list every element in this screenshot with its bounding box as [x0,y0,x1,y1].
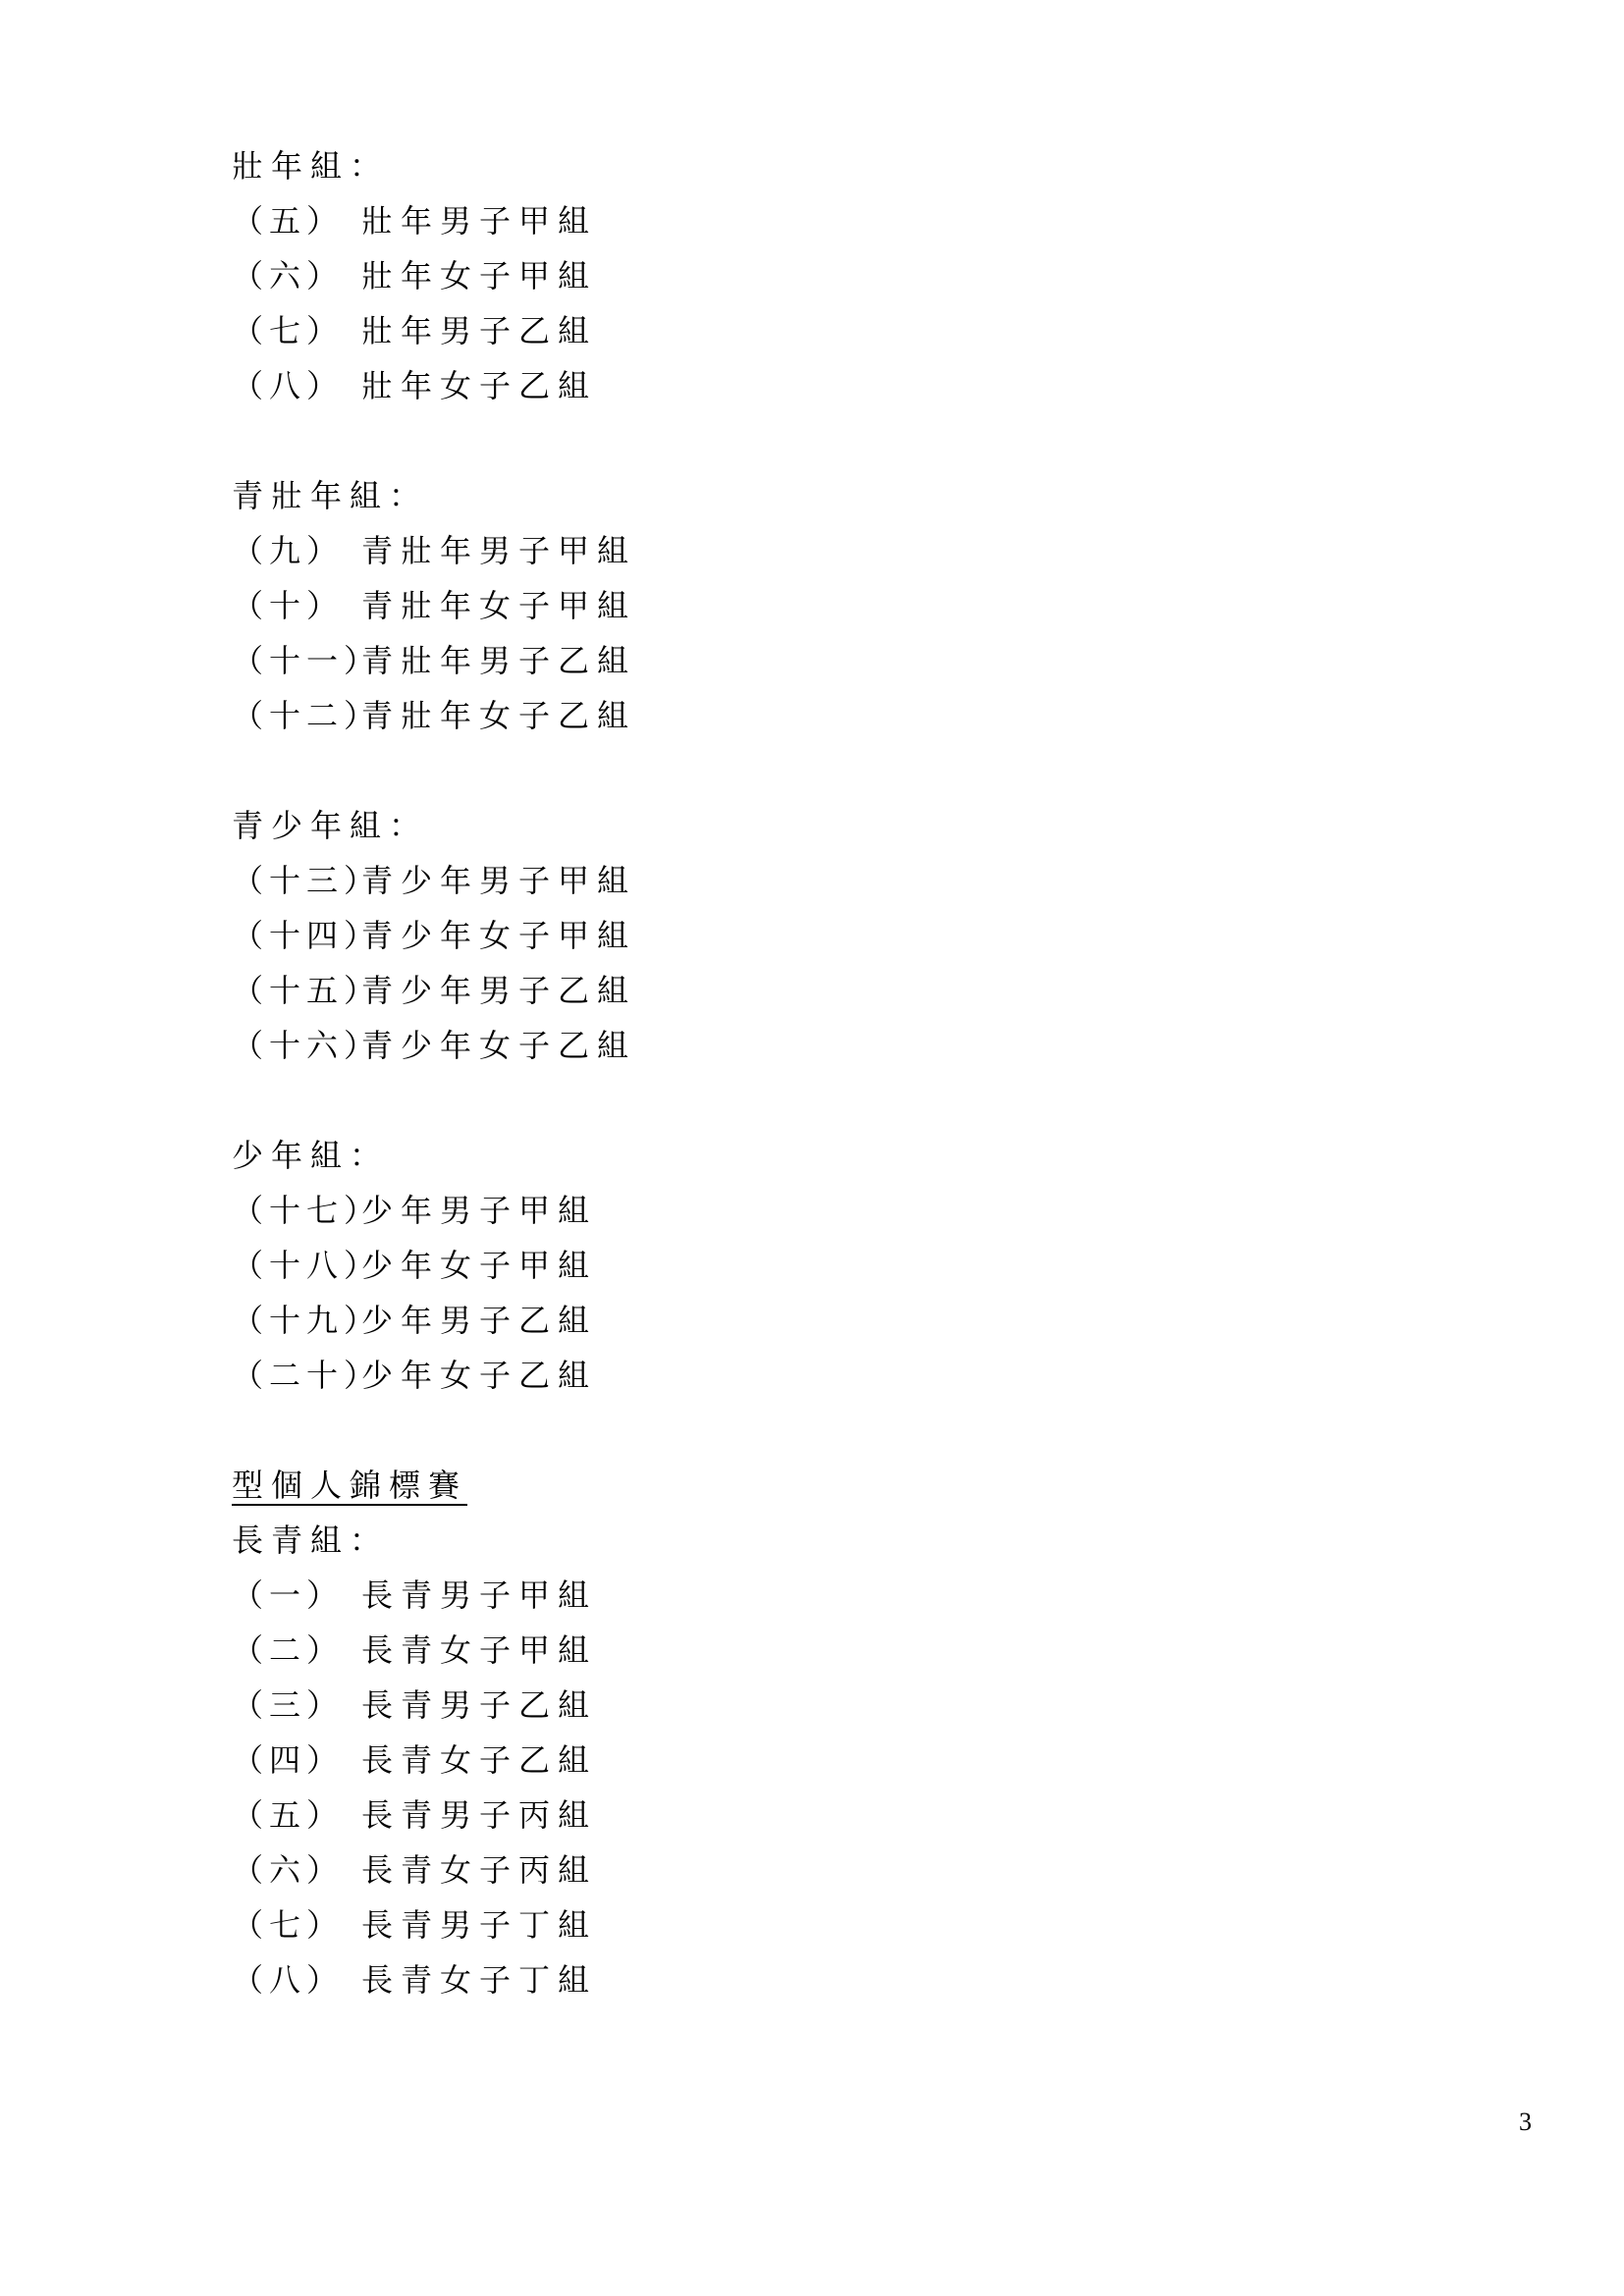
item-label: 少年女子乙組 [361,1357,598,1394]
list-item [232,1018,1410,1073]
list-item [232,1623,1410,1678]
list-item [232,1678,1410,1733]
list-item [232,633,1410,688]
list-item [232,908,1410,963]
list-item [232,578,1410,633]
item-number: （七） [232,312,345,349]
group-heading-senior: 長青組： [232,1522,390,1559]
item-label: 青少年女子甲組 [361,917,637,954]
item-number: （八） [232,367,345,404]
item-label: 青少年男子甲組 [361,862,637,899]
item-number: （七） [232,1906,345,1944]
item-number: （一） [232,1576,345,1614]
item-number: （三） [232,1686,345,1724]
list-item [232,1952,1410,2007]
list-item [232,963,1410,1018]
list-item [232,1348,1410,1403]
item-label: 長青男子甲組 [361,1576,598,1614]
item-number: （十一） [232,642,382,679]
list-item [232,193,1410,248]
spacer [232,743,1410,798]
section-title-text: 型個人錦標賽 [232,1467,468,1504]
list-item [232,1568,1410,1623]
item-number: （十七） [232,1192,382,1229]
spacer [232,413,1410,468]
item-number: （十九） [232,1302,382,1339]
item-number: （八） [232,1961,345,1999]
group-heading-young-adult: 青壯年組： [232,477,429,514]
item-label: 長青女子甲組 [361,1631,598,1669]
item-number: （五） [232,1796,345,1834]
page-content [232,138,1410,2007]
list-item [232,1293,1410,1348]
group-heading-youth: 青少年組： [232,807,429,844]
item-label: 壯年男子甲組 [361,202,598,240]
list-item [232,248,1410,303]
item-number: （十八） [232,1247,382,1284]
group-heading-junior: 少年組： [232,1137,390,1174]
section-title [232,1458,1410,1513]
spacer [232,1403,1410,1458]
item-label: 長青女子乙組 [361,1741,598,1779]
item-number: （十四） [232,917,382,954]
item-label: 壯年女子甲組 [361,257,598,294]
page-number: 3 [1519,2108,1532,2136]
list-item [232,523,1410,578]
item-label: 少年男子甲組 [361,1192,598,1229]
item-label: 青壯年男子乙組 [361,642,637,679]
item-number: （五） [232,202,345,240]
item-number: （十六） [232,1027,382,1064]
item-label: 青壯年女子甲組 [361,587,637,624]
list-item [232,303,1410,358]
list-item [232,1788,1410,1842]
list-item [232,688,1410,743]
item-number: （二十） [232,1357,382,1394]
item-label: 少年女子甲組 [361,1247,598,1284]
item-number: （二） [232,1631,345,1669]
item-label: 長青女子丙組 [361,1851,598,1889]
group-heading-prime-age: 壯年組： [232,147,390,185]
item-label: 長青女子丁組 [361,1961,598,1999]
list-item [232,1842,1410,1897]
item-number: （九） [232,532,345,569]
item-label: 長青男子丙組 [361,1796,598,1834]
item-label: 青少年女子乙組 [361,1027,637,1064]
item-number: （十五） [232,972,382,1009]
item-number: （十三） [232,862,382,899]
item-number: （六） [232,1851,345,1889]
list-item [232,1183,1410,1238]
item-label: 壯年女子乙組 [361,367,598,404]
list-item [232,1238,1410,1293]
item-label: 壯年男子乙組 [361,312,598,349]
item-label: 青少年男子乙組 [361,972,637,1009]
item-number: （六） [232,257,345,294]
list-item [232,1733,1410,1788]
item-label: 青壯年女子乙組 [361,697,637,734]
item-label: 少年男子乙組 [361,1302,598,1339]
list-item [232,1897,1410,1952]
item-number: （十二） [232,697,382,734]
item-number: （四） [232,1741,345,1779]
item-label: 長青男子丁組 [361,1906,598,1944]
list-item [232,853,1410,908]
item-number: （十） [232,587,345,624]
list-item [232,358,1410,413]
item-label: 青壯年男子甲組 [361,532,637,569]
item-label: 長青男子乙組 [361,1686,598,1724]
spacer [232,1073,1410,1128]
